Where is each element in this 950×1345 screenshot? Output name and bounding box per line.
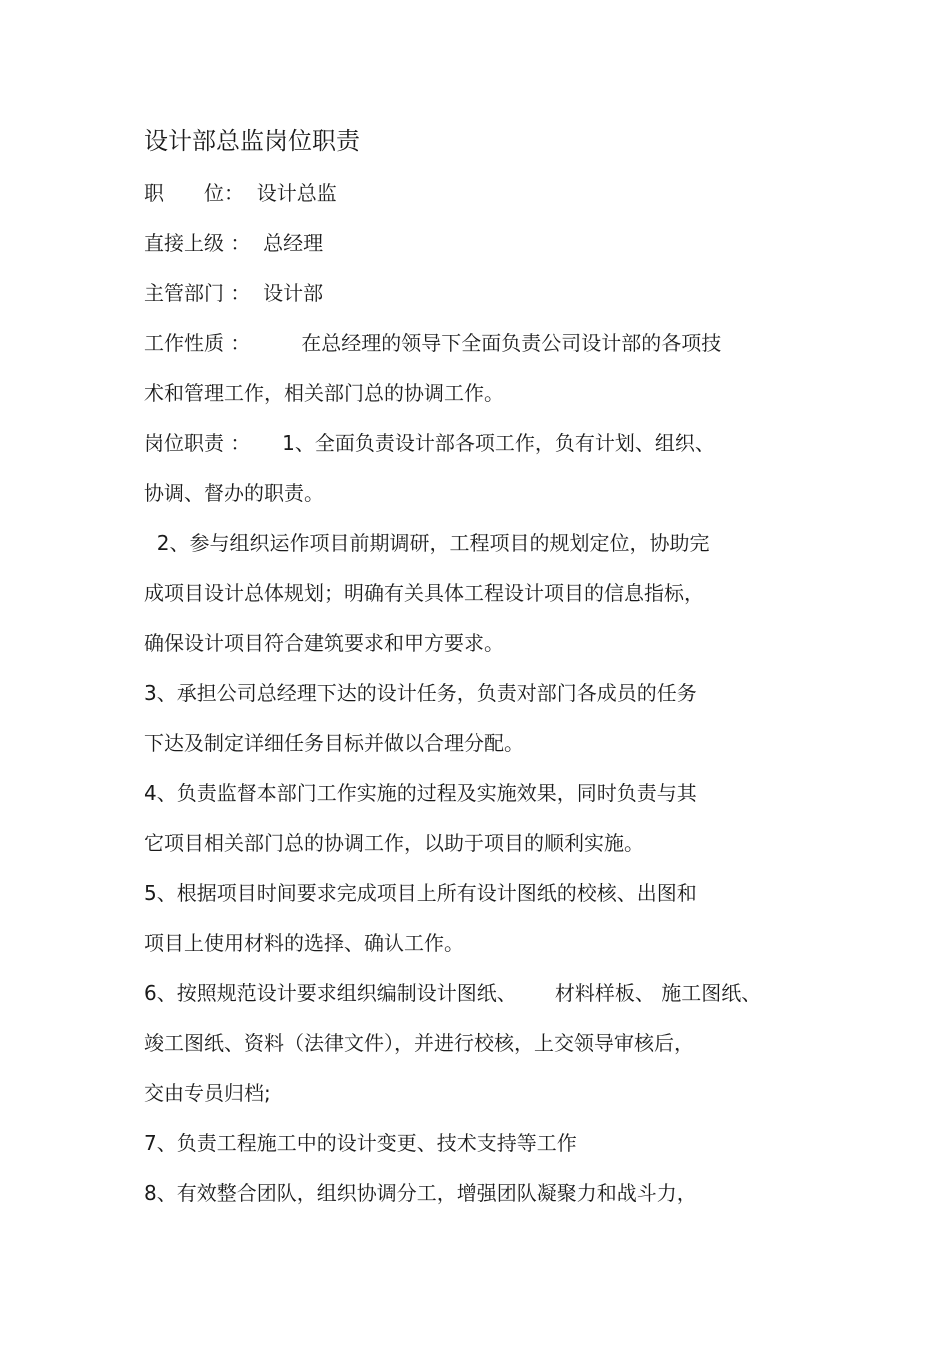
duty-3-line-2: 下达及制定详细任务目标并做以合理分配。 xyxy=(144,731,524,755)
duty-5-line-2: 项目上使用材料的选择、确认工作。 xyxy=(144,931,464,955)
duty-4-line-1: 4、负责监督本部门工作实施的过程及实施效果，同时负责与其 xyxy=(144,781,697,805)
duty-7-line-1: 7、负责工程施工中的设计变更、技术支持等工作 xyxy=(144,1131,577,1155)
duty-4-line-2: 它项目相关部门总的协调工作，以助于项目的顺利实施。 xyxy=(144,831,644,855)
duty-6-line-3: 交由专员归档; xyxy=(144,1081,271,1105)
duty-1-line-1: 岗位职责 ： 1、全面负责设计部各项工作，负有计划、组织、 xyxy=(144,431,715,455)
field-nature-line-2: 术和管理工作，相关部门总的协调工作。 xyxy=(144,381,504,405)
duty-5-line-1: 5、根据项目时间要求完成项目上所有设计图纸的校核、出图和 xyxy=(144,881,697,905)
field-nature-line-1: 工作性质 ： 在总经理的领导下全面负责公司设计部的各项技 xyxy=(144,331,722,355)
duty-1-line-2: 协调、督办的职责。 xyxy=(144,481,324,505)
duty-2-line-3: 确保设计项目符合建筑要求和甲方要求。 xyxy=(144,631,504,655)
duty-3-line-1: 3、承担公司总经理下达的设计任务，负责对部门各成员的任务 xyxy=(144,681,697,705)
duty-2-line-2: 成项目设计总体规划；明确有关具体工程设计项目的信息指标， xyxy=(144,581,704,605)
duty-8-line-1: 8、有效整合团队，组织协调分工，增强团队凝聚力和战斗力， xyxy=(144,1181,697,1205)
duty-6-line-1: 6、按照规范设计要求组织编制设计图纸、 材料样板、 施工图纸、 xyxy=(144,981,762,1005)
duty-6-line-2: 竣工图纸、资料（法律文件），并进行校核，上交领导审核后， xyxy=(144,1031,694,1055)
field-position: 职 位： 设计总监 xyxy=(144,181,337,205)
field-department: 主管部门 ： 设计部 xyxy=(144,281,324,305)
field-supervisor: 直接上级 ： 总经理 xyxy=(144,231,324,255)
document-title: 设计部总监岗位职责 xyxy=(144,127,360,155)
duty-2-line-1: 2、参与组织运作项目前期调研，工程项目的规划定位，协助完 xyxy=(144,531,710,555)
